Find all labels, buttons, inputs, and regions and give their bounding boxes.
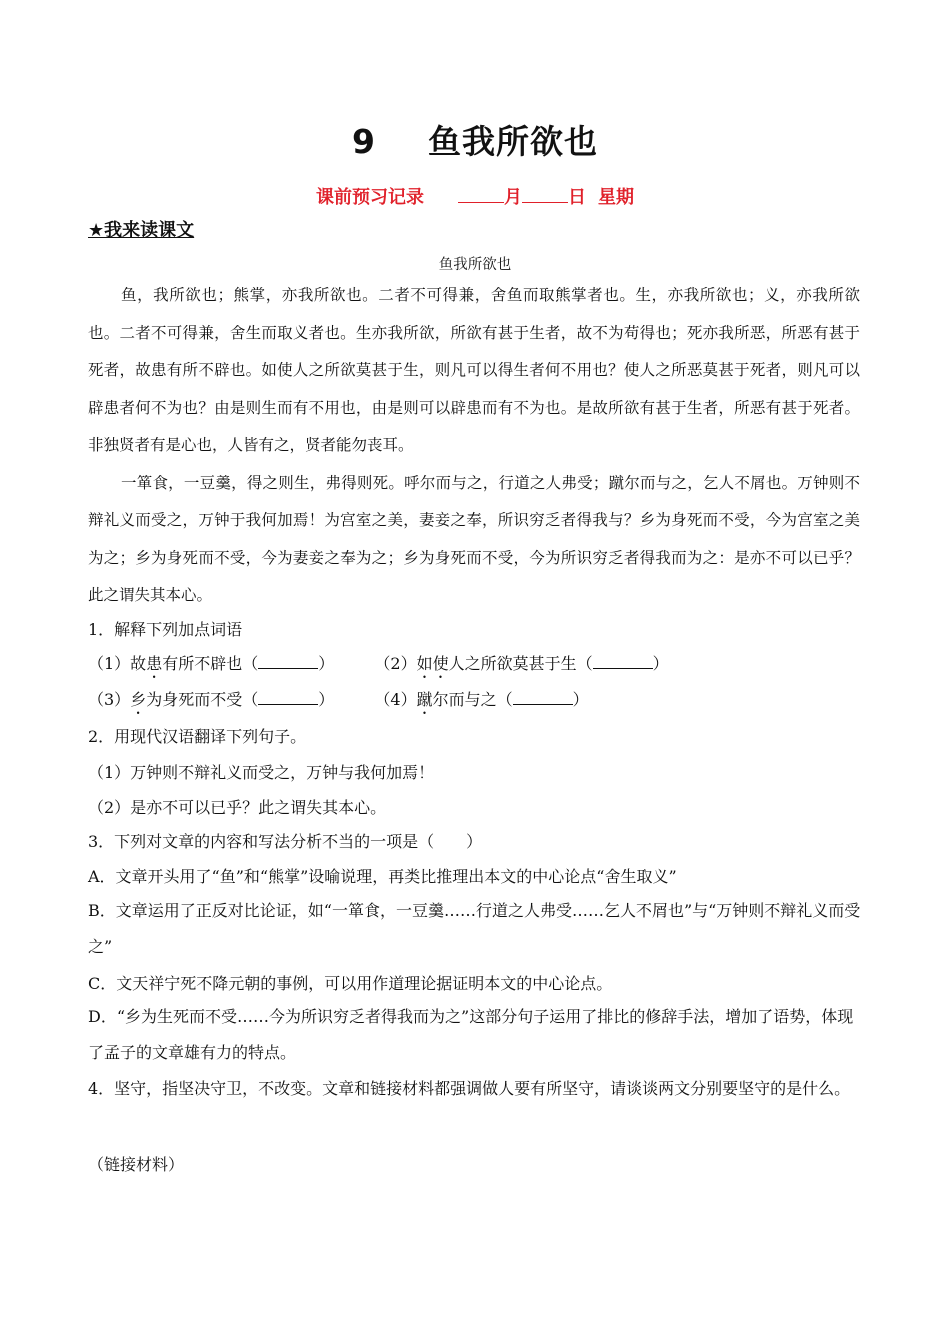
q1-item1-close: ） [318,654,335,673]
question-3-option-d: D．“乡为生死而不受……今为所识穷乏者得我而为之”这部分句子运用了排比的修辞手法，增加了语势，体现了孟子的文章雄有力的特点。 [88,1007,854,1062]
question-3-stem: 3．下列对文章的内容和写法分析不当的一项是（ ） [88,832,483,851]
q1-item2-close: ） [652,654,669,673]
question-2-sentence-1: （1）万钟则不辩礼义而受之，万钟与我何加焉！ [88,763,435,782]
q1-item3-prefix: （3） [88,690,131,709]
passage-paragraph-2: 一箪食，一豆羹，得之则生，弗得则死。呼尔而与之，行道之人弗受；蹴尔而与之，乞人不屑也。万钟则不辩礼义而受之，万钟于我何加焉！为宫室之美，妻妾之奉，所识穷乏者得我与？乡为身死而不受，今为宫室之美为之；乡为身死而不受，今为妻妾之奉为之；乡为身死而不受，今为所识穷乏者得我而为之：是亦不可以已乎？此之谓失其本心。 [88,473,860,604]
q1-item1-answer-blank[interactable] [258,654,318,669]
q1-item1-text: 有所不辟也（ [162,654,259,673]
weekday-label: 星期 [598,187,634,208]
lesson-number: 9 [352,122,376,161]
month-label: 月 [504,187,522,208]
lesson-name: 鱼我所欲也 [427,122,598,161]
day-blank[interactable] [522,188,568,203]
q1-item3-answer-blank[interactable] [258,690,318,705]
q1-item2-text: 人之所欲莫甚于生（ [448,654,593,673]
record-label: 课前预习记录 [316,187,424,208]
question-1-row-1 [88,651,669,682]
q1-item1-prefix: （1）故 [88,654,147,673]
passage-paragraph-1: 鱼，我所欲也；熊掌，亦我所欲也。二者不可得兼，舍鱼而取熊掌者也。生，亦我所欲也；义，亦我所欲也。二者不可得兼，舍生而取义者也。生亦我所欲，所欲有甚于生者，故不为苟得也；死亦我所恶，所恶有甚于死者，故患有所不辟也。如使人之所欲莫甚于生，则凡可以得生者何不用也？使人之所恶莫甚于死者，则凡可以辟患者何不为也？由是则生而有不用也，由是则可以辟患而有不为也。是故所欲有甚于生者，所恶有甚于死者。非独贤者有是心也，人皆有之，贤者能勿丧耳。 [88,286,860,454]
q1-item4-text: 尔而与之（ [432,690,513,709]
question-2-sentence-2: （2）是亦不可以已乎？此之谓失其本心。 [88,798,387,817]
passage-text [88,277,860,615]
question-3-option-c: C．文天祥宁死不降元朝的事例，可以用作道理论据证明本文的中心论点。 [88,974,613,993]
question-2-stem: 2．用现代汉语翻译下列句子。 [88,727,307,746]
q1-item2-answer-blank[interactable] [593,654,653,669]
question-1-row-2 [88,687,589,718]
question-4-stem: 4．坚守，指坚决守卫，不改变。文章和链接材料都强调做人要有所坚守，请谈谈两文分别要坚守的是什么。 [88,1079,851,1098]
preview-record-line [0,183,950,209]
q1-item3-close: ） [318,690,335,709]
section-title: ★我来读课文 [88,220,195,241]
question-3-option-a: A．文章开头用了“鱼”和“熊掌”设喻说理，再类比推理出本文的中心论点“舍生取义” [88,867,677,886]
q1-item4-answer-blank[interactable] [513,690,573,705]
q1-item2-prefix: （2） [374,654,417,673]
q1-item4-prefix: （4） [374,690,417,709]
q1-item4-dotted-word: 蹴 [416,690,433,709]
q1-item1-dotted-word: 患 [146,654,163,673]
q1-item3-dotted-word: 乡 [130,690,147,709]
lesson-title [0,116,950,163]
q1-item3-text: 为身死而不受（ [146,690,259,709]
q1-item2-dotted-word: 如使 [416,654,449,673]
month-blank[interactable] [458,188,504,203]
day-label: 日 [568,187,586,208]
question-3-option-b: B．文章运用了正反对比论证，如“一箪食，一豆羹……行道之人弗受……乞人不屑也”与“万钟则不辩礼义而受之” [88,901,861,956]
question-1-stem: 1．解释下列加点词语 [88,620,243,639]
passage-title: 鱼我所欲也 [438,257,512,273]
link-material-label: （链接材料） [88,1155,185,1174]
q1-item4-close: ） [572,690,589,709]
